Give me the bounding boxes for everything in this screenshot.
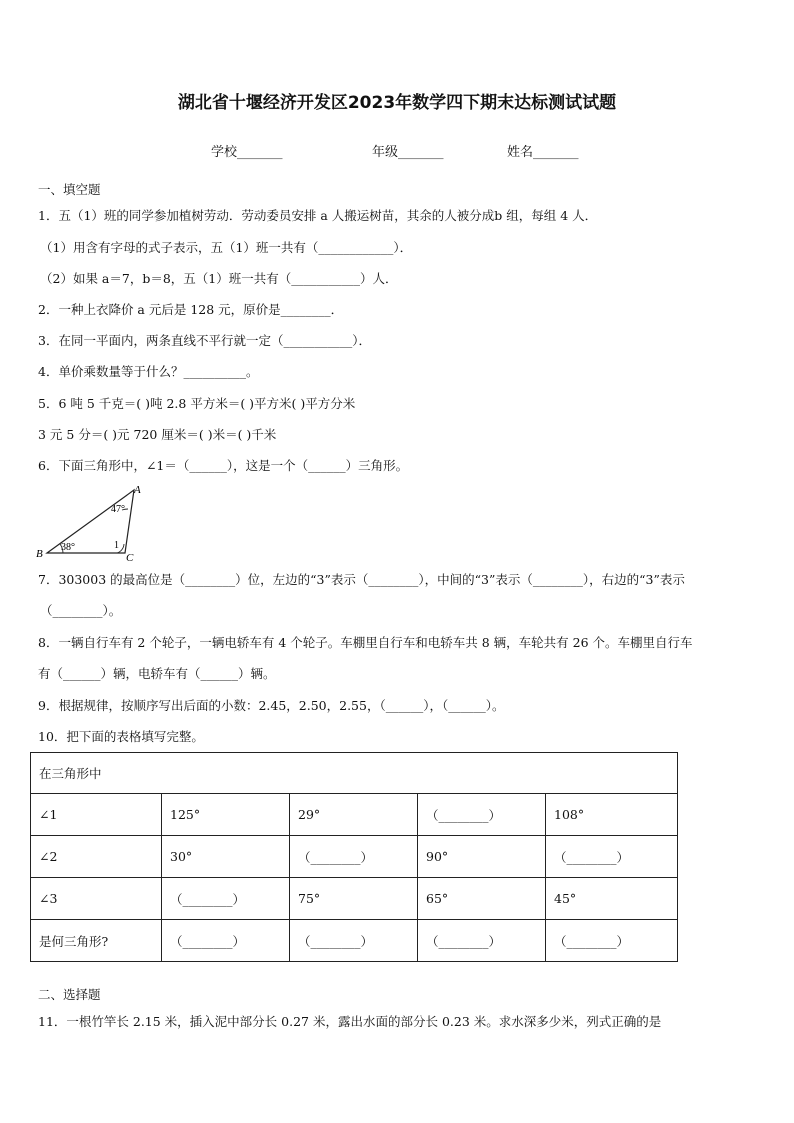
section-fill-blank: 一、填空题	[38, 182, 101, 197]
vertex-a-label: A	[134, 484, 141, 496]
table-row	[31, 878, 678, 920]
table-cell: （________）	[162, 920, 290, 962]
table-cell: （________）	[418, 920, 546, 962]
table-cell: （________）	[162, 878, 290, 920]
question-5-line-1: 5．6 吨 5 千克＝( )吨 2.8 平方米＝( )平方米( )平方分米	[38, 396, 356, 411]
angle-b-label: 38°	[61, 542, 75, 553]
table-row	[31, 920, 678, 962]
table-row	[31, 836, 678, 878]
question-11: 11．一根竹竿长 2.15 米，插入泥中部分长 0.27 米，露出水面的部分长 0.23 米。求水深多少米，列式正确的是	[38, 1014, 662, 1029]
angle-1-label: 1	[114, 540, 119, 551]
question-7-line-1: 7．303003 的最高位是（________）位，左边的“3”表示（________），中间的“3”表示（________），右边的“3”表示	[38, 572, 685, 587]
question-9: 9．根据规律，按顺序写出后面的小数：2.45，2.50，2.55，（______），（______）。	[38, 698, 505, 713]
question-1: 1．五（1）班的同学参加植树劳动．劳动委员安排 a 人搬运树苗，其余的人被分成b 组，每组 4 人．	[38, 208, 598, 223]
angle-a-label: 47°	[111, 504, 125, 515]
table-cell: （________）	[546, 920, 678, 962]
angle-table	[30, 752, 678, 962]
question-8-line-2: 有（______）辆，电轿车有（______）辆。	[38, 666, 276, 681]
table-cell: （________）	[290, 836, 418, 878]
table-cell: 108°	[546, 794, 678, 836]
table-cell: 30°	[162, 836, 290, 878]
triangle-figure	[34, 480, 154, 562]
table-cell: （________）	[418, 794, 546, 836]
grade-field: 年级_______	[372, 145, 444, 160]
question-4: 4．单价乘数量等于什么？__________。	[38, 364, 259, 379]
table-cell: （________）	[546, 836, 678, 878]
page-title: 湖北省十堰经济开发区2023年数学四下期末达标测试试题	[177, 93, 617, 113]
table-cell: ∠1	[31, 794, 162, 836]
table-cell: 45°	[546, 878, 678, 920]
vertex-c-label: C	[126, 552, 134, 562]
question-2: 2．一种上衣降价 a 元后是 128 元，原价是________．	[38, 302, 344, 317]
question-1-part-1: （1）用含有字母的式子表示，五（1）班一共有（____________）．	[40, 240, 413, 255]
table-cell: ∠3	[31, 878, 162, 920]
table-cell: 125°	[162, 794, 290, 836]
question-5-line-2: 3 元 5 分＝( )元 720 厘米＝( )米＝( )千米	[38, 427, 277, 442]
question-6: 6．下面三角形中，∠1＝（______），这是一个（______）三角形。	[38, 458, 409, 473]
table-row	[31, 794, 678, 836]
table-cell: ∠2	[31, 836, 162, 878]
question-7-line-2: （________）。	[40, 603, 122, 618]
question-3: 3．在同一平面内，两条直线不平行就一定（___________）．	[38, 333, 371, 348]
school-field: 学校_______	[211, 145, 283, 160]
name-field: 姓名_______	[507, 145, 579, 160]
question-8-line-1: 8．一辆自行车有 2 个轮子，一辆电轿车有 4 个轮子。车棚里自行车和电轿车共 8 辆，车轮共有 26 个。车棚里自行车	[38, 635, 693, 650]
vertex-b-label: B	[36, 548, 43, 560]
question-1-part-2: （2）如果 a＝7，b＝8，五（1）班一共有（___________）人．	[40, 271, 398, 286]
table-cell: 75°	[290, 878, 418, 920]
table-cell: 29°	[290, 794, 418, 836]
table-cell: 90°	[418, 836, 546, 878]
table-cell: 65°	[418, 878, 546, 920]
table-cell: 是何三角形?	[31, 920, 162, 962]
table-cell: （________）	[290, 920, 418, 962]
section-multiple-choice: 二、选择题	[38, 987, 101, 1002]
question-10: 10．把下面的表格填写完整。	[38, 729, 204, 744]
table-header: 在三角形中	[31, 753, 678, 794]
